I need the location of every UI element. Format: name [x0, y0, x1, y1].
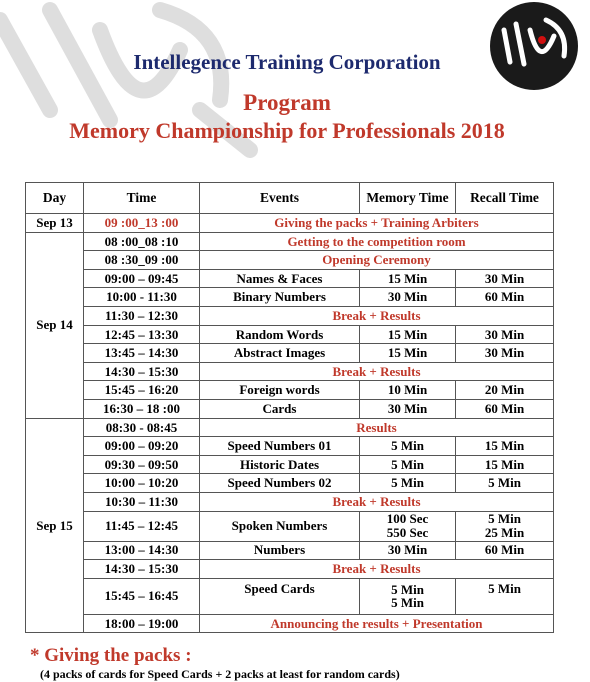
- time-cell: 09:00 – 09:20: [84, 437, 200, 456]
- header-time: Time: [84, 183, 200, 214]
- recall-cell: 60 Min: [456, 288, 554, 307]
- time-cell: 15:45 – 16:20: [84, 381, 200, 400]
- span-cell: Giving the packs + Training Arbiters: [200, 214, 554, 233]
- memory-cell: 15 Min: [360, 344, 456, 363]
- table-row: [26, 269, 554, 288]
- recall-value-2: 25 Min: [484, 525, 525, 540]
- time-cell: 10:30 – 11:30: [84, 492, 200, 511]
- event-cell: Abstract Images: [200, 344, 360, 363]
- event-cell: Speed Numbers 02: [200, 474, 360, 493]
- memory-value: 5 Min: [391, 581, 424, 597]
- recall-cell: 20 Min: [456, 381, 554, 400]
- time-cell: 08:30 - 08:45: [84, 418, 200, 437]
- table-row: [26, 214, 554, 233]
- organization-name: Intellegence Training Corporation: [133, 50, 441, 74]
- memory-cell: 15 Min: [360, 269, 456, 288]
- header-recall-time: Recall Time: [456, 183, 554, 214]
- table-row: [26, 511, 554, 541]
- time-cell: 14:30 – 15:30: [84, 560, 200, 579]
- recall-cell: 5 Min: [456, 474, 554, 493]
- recall-cell: 30 Min: [456, 269, 554, 288]
- table-row: [26, 560, 554, 579]
- recall-cell: 30 Min: [456, 344, 554, 363]
- span-cell: Opening Ceremony: [200, 251, 554, 270]
- memory-cell: 30 Min: [360, 399, 456, 418]
- event-cell: Speed Numbers 01: [200, 437, 360, 456]
- memory-cell: 30 Min: [360, 288, 456, 307]
- event-cell: Binary Numbers: [200, 288, 360, 307]
- program-heading: Program: [243, 90, 331, 115]
- memory-cell: 15 Min: [360, 325, 456, 344]
- table-row: [26, 306, 554, 325]
- event-cell: Spoken Numbers: [200, 511, 360, 541]
- span-cell: Break + Results: [200, 492, 554, 511]
- recall-cell: [456, 511, 554, 541]
- event-cell: Numbers: [200, 541, 360, 560]
- memory-cell: 5 Min: [360, 474, 456, 493]
- span-cell: Announcing the results + Presentation: [200, 614, 554, 633]
- time-cell: 13:00 – 14:30: [84, 541, 200, 560]
- recall-cell: 15 Min: [456, 455, 554, 474]
- memory-cell: [360, 578, 456, 614]
- document-title: Memory Championship for Professionals 2018: [69, 118, 505, 143]
- memory-value-2: 550 Sec: [386, 525, 429, 540]
- header-memory-time: Memory Time: [360, 183, 456, 214]
- time-cell: 18:00 – 19:00: [84, 614, 200, 633]
- memory-cell: [360, 511, 456, 541]
- time-cell: 11:45 – 12:45: [84, 511, 200, 541]
- header-events: Events: [200, 183, 360, 214]
- table-row: [26, 578, 554, 614]
- header-day: Day: [26, 183, 84, 214]
- event-cell: Random Words: [200, 325, 360, 344]
- table-row: [26, 541, 554, 560]
- day-cell: Sep 13: [26, 214, 84, 233]
- recall-cell: 60 Min: [456, 399, 554, 418]
- memory-cell: 10 Min: [360, 381, 456, 400]
- memory-cell: 30 Min: [360, 541, 456, 560]
- recall-cell: 15 Min: [456, 437, 554, 456]
- day-cell: Sep 15: [26, 418, 84, 633]
- table-row: [26, 455, 554, 474]
- event-cell: Foreign words: [200, 381, 360, 400]
- brand-logo: [480, 0, 588, 92]
- time-cell: 10:00 - 11:30: [84, 288, 200, 307]
- table-row: [26, 614, 554, 633]
- time-cell: 10:00 – 10:20: [84, 474, 200, 493]
- event-cell: Cards: [200, 399, 360, 418]
- table-row: [26, 492, 554, 511]
- table-row: [26, 232, 554, 251]
- table-row: [26, 325, 554, 344]
- recall-cell: 5 Min: [456, 578, 554, 614]
- watermark-logo: [0, 0, 280, 170]
- table-row: [26, 399, 554, 418]
- table-row: [26, 381, 554, 400]
- table-row: [26, 418, 554, 437]
- note-text: (4 packs of cards for Speed Cards + 2 packs at least for random cards): [40, 667, 400, 681]
- table-row: [26, 437, 554, 456]
- time-cell: 15:45 – 16:45: [84, 578, 200, 614]
- span-cell: Results: [200, 418, 554, 437]
- time-cell: 16:30 – 18 :00: [84, 399, 200, 418]
- time-cell: 09:30 – 09:50: [84, 455, 200, 474]
- event-cell: Speed Cards: [200, 578, 360, 614]
- table-row: [26, 288, 554, 307]
- time-cell: 11:30 – 12:30: [84, 306, 200, 325]
- time-cell: 12:45 – 13:30: [84, 325, 200, 344]
- table-row: [26, 251, 554, 270]
- table-header-row: [26, 183, 554, 214]
- memory-value: 100 Sec: [386, 511, 429, 527]
- time-cell: 09:00 – 09:45: [84, 269, 200, 288]
- span-cell: Break + Results: [200, 306, 554, 325]
- time-cell: 08 :30_09 :00: [84, 251, 200, 270]
- table-row: [26, 474, 554, 493]
- table-row: [26, 362, 554, 381]
- memory-cell: 5 Min: [360, 437, 456, 456]
- span-cell: Break + Results: [200, 560, 554, 579]
- recall-cell: 60 Min: [456, 541, 554, 560]
- time-cell: 13:45 – 14:30: [84, 344, 200, 363]
- table-row: [26, 344, 554, 363]
- memory-cell: 5 Min: [360, 455, 456, 474]
- event-cell: Names & Faces: [200, 269, 360, 288]
- recall-value: 5 Min: [488, 511, 521, 527]
- note-title: * Giving the packs :: [30, 645, 192, 666]
- span-cell: Getting to the competition room: [200, 232, 554, 251]
- day-cell: Sep 14: [26, 232, 84, 418]
- time-cell: 14:30 – 15:30: [84, 362, 200, 381]
- span-cell: Break + Results: [200, 362, 554, 381]
- event-cell: Historic Dates: [200, 455, 360, 474]
- recall-cell: 30 Min: [456, 325, 554, 344]
- schedule-table: [25, 182, 554, 633]
- time-cell: 09 :00_13 :00: [84, 214, 200, 233]
- memory-value-2: 5 Min: [391, 595, 424, 611]
- time-cell: 08 :00_08 :10: [84, 232, 200, 251]
